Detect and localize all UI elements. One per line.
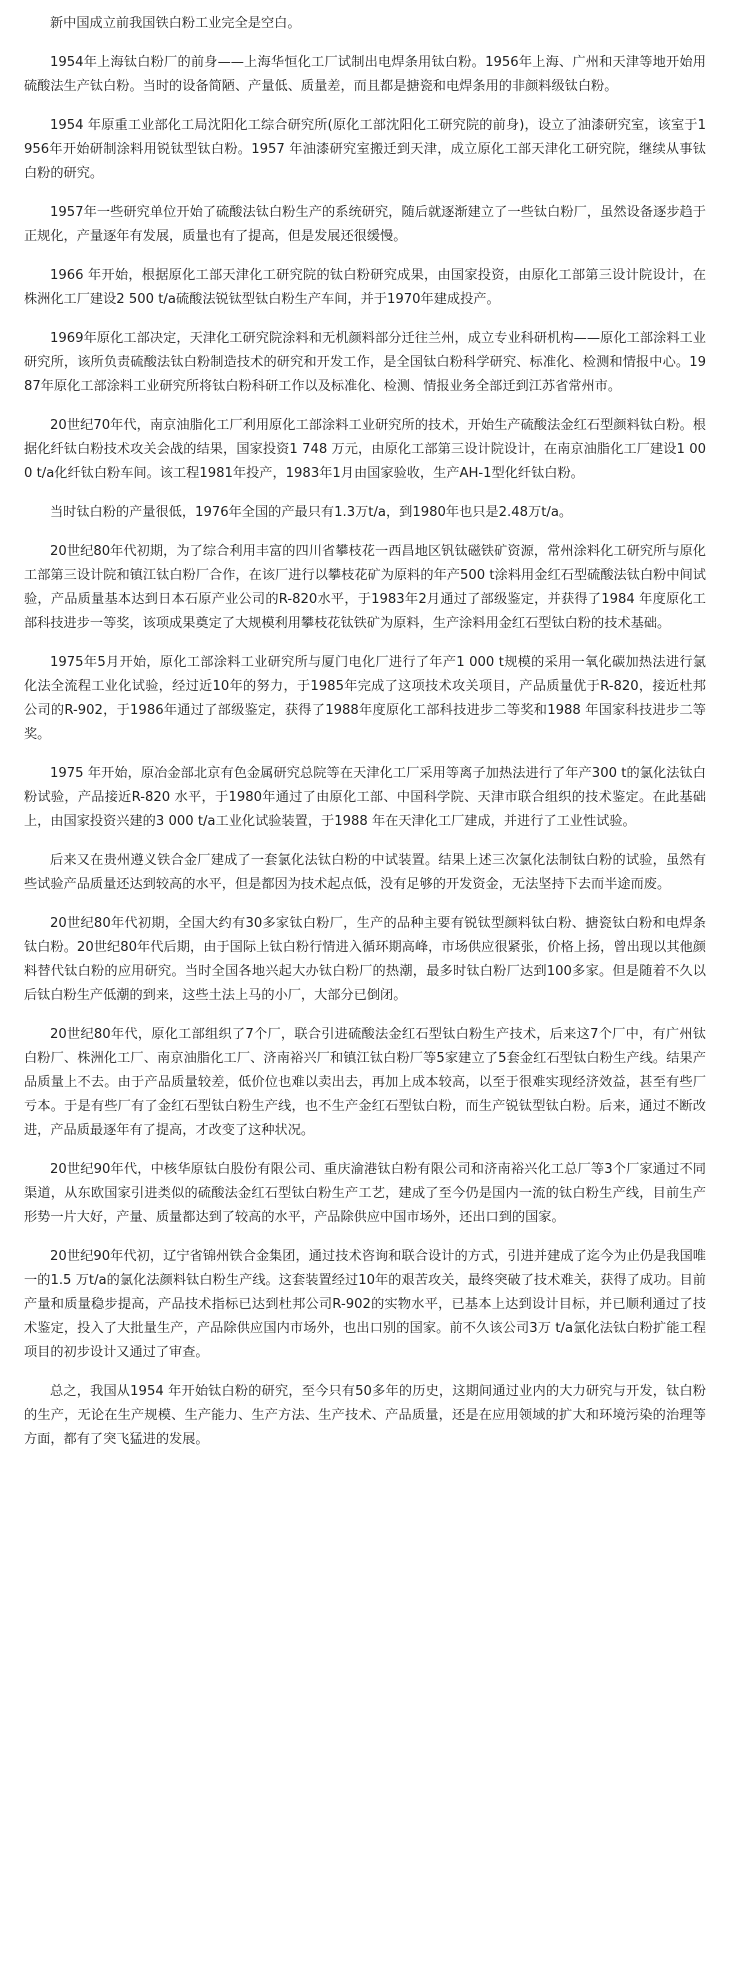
paragraph: 20世纪80年代初期，为了综合利用丰富的四川省攀枝花一西昌地区钒钛磁铁矿资源，常州涂料化工研究所与原化工部第三设计院和镇江钛白粉厂合作，在该厂进行以攀枝花矿为原料的年产500 t涂料用金红石型硫酸法钛白粉中间试验，产品质量基本达到日本石原产业公司的R-820水平，于1983年2月通过了部级鉴定，并获得了1984 年度原化工部科技进步一等奖，该项成果奠定了大规模利用攀枝花钛铁矿为原料，生产涂料用金红石型钛白粉的技术基础。: [24, 544, 706, 631]
paragraph: 1966 年开始，根据原化工部天津化工研究院的钛白粉研究成果，由国家投资，由原化工部第三设计院设计，在株洲化工厂建设2 500 t/a硫酸法锐钛型钛白粉生产车间，并于1970年建成投产。: [24, 268, 706, 307]
paragraph: 1954年上海钛白粉厂的前身——上海华恒化工厂试制出电焊条用钛白粉。1956年上海、广州和天津等地开始用硫酸法生产钛白粉。当时的设备简陋、产量低、质量差，而且都是搪瓷和电焊条用的非颜料级钛白粉。: [24, 55, 706, 94]
paragraph: 1957年一些研究单位开始了硫酸法钛白粉生产的系统研究，随后就逐渐建立了一些钛白粉厂，虽然设备逐步趋于正规化，产量逐年有发展，质量也有了提高，但是发展还很缓慢。: [24, 205, 706, 244]
article-body: [24, 12, 706, 1452]
paragraph: 当时钛白粉的产量很低，1976年全国的产最只有1.3万t/a，到1980年也只是2.48万t/a。: [50, 505, 573, 520]
paragraph: 20世纪80年代，原化工部组织了7个厂，联合引进硫酸法金红石型钛白粉生产技术，后来这7个厂中，有广州钛白粉厂、株洲化工厂、南京油脂化工厂、济南裕兴厂和镇江钛白粉厂等5家建立了5套金红石型钛白粉生产线。结果产品质量上不去。由于产品质量较差，低价位也难以卖出去，再加上成本较高，以至于很难实现经济效益，甚至有些厂亏本。于是有些厂有了金红石型钛白粉生产线，也不生产金红石型钛白粉，而生产锐钛型钛白粉。后来，通过不断改进，产品质最逐年有了提高，才改变了这种状况。: [24, 1027, 706, 1138]
paragraph: 20世纪90年代初，辽宁省锦州铁合金集团，通过技术咨询和联合设计的方式，引进并建成了迄今为止仍是我国唯一的1.5 万t/a的氯化法颜料钛白粉生产线。这套装置经过10年的艰苦攻关，最终突破了技术难关，获得了成功。目前产量和质量稳步提高，产品技术指标已达到杜邦公司R-902的实物水平，已基本上达到设计目标，并已顺利通过了技术鉴定，投入了大批量生产，产品除供应国内市场外，也出口别的国家。前不久该公司3万 t/a氯化法钛白粉扩能工程项目的初步设计又通过了审查。: [24, 1249, 706, 1360]
paragraph: 新中国成立前我国铁白粉工业完全是空白。: [50, 16, 301, 31]
paragraph: 1969年原化工部决定，天津化工研究院涂料和无机颜料部分迁往兰州，成立专业科研机构——原化工部涂料工业研究所，该所负责硫酸法钛白粉制造技术的研究和开发工作，是全国钛白粉科学研究、标准化、检测和情报中心。1987年原化工部涂料工业研究所将钛白粉科研工作以及标准化、检测、情报业务全部迁到江苏省常州市。: [24, 331, 706, 394]
paragraph: 总之，我国从1954 年开始钛白粉的研究，至今只有50多年的历史，这期间通过业内的大力研究与开发，钛白粉的生产，无论在生产规模、生产能力、生产方法、生产技术、产品质量，还是在应用领域的扩大和环境污染的治理等方面，都有了突飞猛进的发展。: [24, 1384, 706, 1447]
paragraph: 20世纪70年代，南京油脂化工厂利用原化工部涂料工业研究所的技术，开始生产硫酸法金红石型颜料钛白粉。根据化纤钛白粉技术攻关会战的结果，国家投资1 748 万元，由原化工部第三设计院设计，在南京油脂化工厂建设1 000 t/a化纤钛白粉车间。该工程1981年投产，1983年1月由国家验收，生产AH-1型化纤钛白粉。: [24, 418, 706, 481]
paragraph: 20世纪90年代，中核华原钛白股份有限公司、重庆渝港钛白粉有限公司和济南裕兴化工总厂等3个厂家通过不同渠道，从东欧国家引进类似的硫酸法金红石型钛白粉生产工艺，建成了至今仍是国内一流的钛白粉生产线，目前生产形势一片大好，产量、质量都达到了较高的水平，产品除供应中国市场外，还出口到的国家。: [24, 1162, 706, 1225]
paragraph: 1954 年原重工业部化工局沈阳化工综合研究所(原化工部沈阳化工研究院的前身)，设立了油漆研究室，该室于1956年开始研制涂料用锐钛型钛白粉。1957 年油漆研究室搬迁到天津，成立原化工部天津化工研究院，继续从事钛白粉的研究。: [24, 118, 706, 181]
paragraph: 1975年5月开始，原化工部涂料工业研究所与厦门电化厂进行了年产1 000 t规模的采用一氧化碳加热法进行氯化法全流程工业化试验，经过近10年的努力，于1985年完成了这项技术攻关项目，产品质量优于R-820，接近杜邦公司的R-902，于1986年通过了部级鉴定，获得了1988年度原化工部科技进步二等奖和1988 年国家科技进步二等奖。: [24, 655, 706, 742]
paragraph: 20世纪80年代初期，全国大约有30多家钛白粉厂，生产的品种主要有锐钛型颜料钛白粉、搪瓷钛白粉和电焊条钛白粉。20世纪80年代后期，由于国际上钛白粉行情进入循环期高峰，市场供应很紧张，价格上扬，曾出现以其他颜料替代钛白粉的应用研究。当时全国各地兴起大办钛白粉厂的热潮，最多时钛白粉厂达到100多家。但是随着不久以后钛白粉生产低潮的到来，这些土法上马的小厂，大部分已倒闭。: [24, 916, 706, 1003]
paragraph: 后来又在贵州遵义铁合金厂建成了一套氯化法钛白粉的中试装置。结果上述三次氯化法制钛白粉的试验，虽然有些试验产品质量还达到较高的水平，但是都因为技术起点低，没有足够的开发资金，无法坚持下去而半途而废。: [24, 853, 706, 892]
paragraph: 1975 年开始，原冶金部北京有色金属研究总院等在天津化工厂采用等离子加热法进行了年产300 t的氯化法钛白粉试验，产品接近R-820 水平，于1980年通过了由原化工部、中国科学院、天津市联合组织的技术鉴定。在此基础上，由国家投资兴建的3 000 t/a工业化试验装置，于1988 年在天津化工厂建成，并进行了工业性试验。: [24, 766, 706, 829]
